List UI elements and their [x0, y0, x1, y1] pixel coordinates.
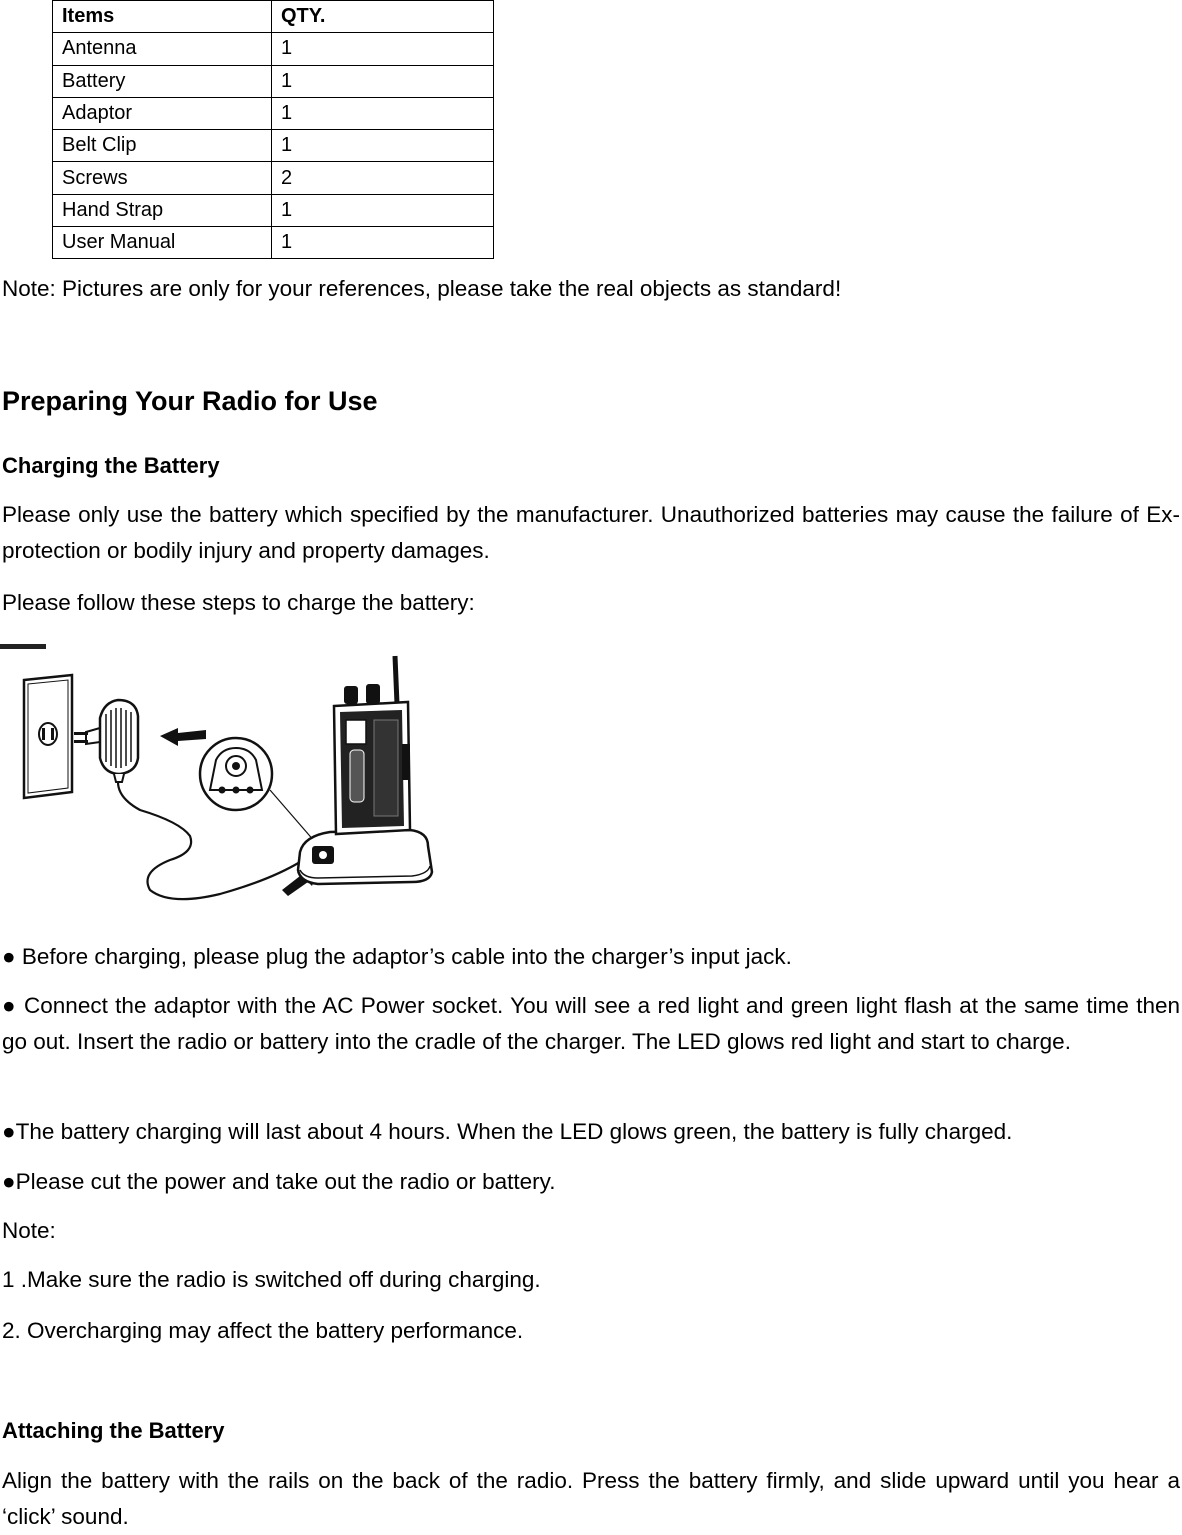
table-cell-qty: 1 — [272, 227, 494, 259]
charger-jack-detail-icon — [200, 738, 322, 850]
section-title: Preparing Your Radio for Use — [2, 386, 378, 416]
charging-bullet-4: ●Please cut the power and take out the radio or battery. — [2, 1169, 556, 1194]
note-item-2: 2. Overcharging may affect the battery performance. — [2, 1318, 524, 1343]
charging-bullet-3: ●The battery charging will last about 4 hours. When the LED glows green, the battery is fully charged. — [2, 1119, 1013, 1144]
table-cell-item: Antenna — [53, 33, 272, 65]
table-row — [53, 130, 494, 162]
table-cell-item: Battery — [53, 65, 272, 97]
table-header-items: Items — [53, 1, 272, 33]
table-cell-qty: 1 — [272, 130, 494, 162]
attaching-text: Align the battery with the rails on the back of the radio. Press the battery firmly, and slide upward until you hear a ‘click’ sound. — [2, 1468, 1180, 1529]
charging-bullet-2: ● Connect the adaptor with the AC Power socket. You will see a red light and green light flash at the same time then go out. Insert the radio or battery into the cradle of the charger. The LED glows red light and start to charge. — [2, 993, 1180, 1054]
table-row — [53, 227, 494, 259]
table-note: Note: Pictures are only for your references, please take the real objects as standard! — [2, 276, 842, 301]
table-cell-qty: 1 — [272, 65, 494, 97]
table-cell-item: Belt Clip — [53, 130, 272, 162]
table-header-row — [53, 1, 494, 33]
table-cell-item: User Manual — [53, 227, 272, 259]
charger-cradle-icon — [298, 830, 432, 884]
charging-illustration — [0, 640, 440, 912]
table-row — [53, 162, 494, 194]
note-label: Note: — [2, 1218, 56, 1243]
table-header-qty: QTY. — [272, 1, 494, 33]
charging-heading: Charging the Battery — [2, 453, 220, 478]
table-cell-qty: 1 — [272, 97, 494, 129]
table-row — [53, 33, 494, 65]
table-row — [53, 194, 494, 226]
charging-bullet-1: ● Before charging, please plug the adaptor’s cable into the charger’s input jack. — [2, 944, 792, 969]
charging-intro: Please only use the battery which specified by the manufacturer. Unauthorized batteries may cause the failure of Ex-protection or bodily injury and property damages. — [2, 502, 1180, 563]
note-item-1: 1 .Make sure the radio is switched off during charging. — [2, 1267, 541, 1292]
table-row — [53, 65, 494, 97]
charging-follow: Please follow these steps to charge the battery: — [2, 590, 475, 615]
adaptor-icon — [74, 700, 138, 782]
attaching-heading: Attaching the Battery — [2, 1418, 225, 1443]
table-row — [53, 97, 494, 129]
wall-socket-icon — [24, 675, 72, 798]
table-cell-item: Hand Strap — [53, 194, 272, 226]
radio-icon — [334, 656, 410, 834]
table-cell-qty: 1 — [272, 194, 494, 226]
table-cell-item: Adaptor — [53, 97, 272, 129]
table-cell-qty: 1 — [272, 33, 494, 65]
arrow-left-icon — [160, 728, 206, 746]
items-table — [52, 0, 494, 259]
table-cell-item: Screws — [53, 162, 272, 194]
corner-mark — [0, 644, 46, 649]
table-cell-qty: 2 — [272, 162, 494, 194]
